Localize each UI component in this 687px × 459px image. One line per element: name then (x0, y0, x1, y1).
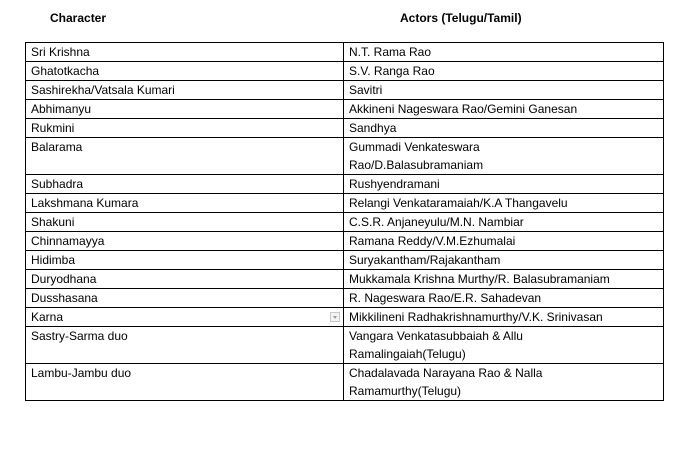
character-cell[interactable]: Lakshmana Kumara (26, 194, 344, 213)
actors-cell[interactable] (344, 327, 664, 364)
actors-cell-line-2: Ramalingaiah(Telugu) (349, 347, 466, 361)
actors-column-header: Actors (Telugu/Tamil) (400, 11, 522, 25)
actors-cell[interactable]: S.V. Ranga Rao (344, 62, 664, 81)
table-row (26, 251, 664, 270)
character-cell[interactable]: Duryodhana (26, 270, 344, 289)
character-cell[interactable]: Rukmini (26, 119, 344, 138)
character-cell-label: Karna (31, 310, 64, 324)
actors-cell[interactable]: Sandhya (344, 119, 664, 138)
table-row (26, 62, 664, 81)
table-row (26, 175, 664, 194)
table-row (26, 138, 664, 175)
table-row (26, 364, 664, 401)
table-header (0, 10, 687, 28)
actors-cell[interactable]: Savitri (344, 81, 664, 100)
character-cell[interactable]: Sri Krishna (26, 43, 344, 62)
actors-cell-line-1: Chadalavada Narayana Rao & Nalla (349, 366, 543, 380)
table-row (26, 100, 664, 119)
table-row (26, 119, 664, 138)
table-row (26, 213, 664, 232)
actors-cell[interactable]: Ramana Reddy/V.M.Ezhumalai (344, 232, 664, 251)
character-cell[interactable]: Hidimba (26, 251, 344, 270)
actors-cell[interactable]: N.T. Rama Rao (344, 43, 664, 62)
cast-table (25, 42, 664, 401)
chevron-down-icon[interactable] (330, 312, 340, 322)
character-cell[interactable]: Shakuni (26, 213, 344, 232)
actors-cell[interactable] (344, 138, 664, 175)
actors-cell[interactable]: Mukkamala Krishna Murthy/R. Balasubramaniam (344, 270, 664, 289)
actors-cell[interactable]: Relangi Venkataramaiah/K.A Thangavelu (344, 194, 664, 213)
character-cell[interactable]: Sastry-Sarma duo (26, 327, 344, 364)
actors-cell-line-1: Gummadi Venkateswara (349, 140, 480, 154)
character-cell[interactable]: Dusshasana (26, 289, 344, 308)
character-cell[interactable]: Ghatotkacha (26, 62, 344, 81)
character-cell[interactable]: Subhadra (26, 175, 344, 194)
actors-cell[interactable]: Suryakantham/Rajakantham (344, 251, 664, 270)
table-row (26, 194, 664, 213)
table-row (26, 43, 664, 62)
table-row (26, 270, 664, 289)
table-row (26, 81, 664, 100)
actors-cell-line-1: Vangara Venkatasubbaiah & Allu (349, 329, 523, 343)
actors-cell[interactable]: Mikkilineni Radhakrishnamurthy/V.K. Srinivasan (344, 308, 664, 327)
actors-cell[interactable]: Rushyendramani (344, 175, 664, 194)
actors-cell[interactable]: C.S.R. Anjaneyulu/M.N. Nambiar (344, 213, 664, 232)
character-cell[interactable]: Balarama (26, 138, 344, 175)
table-row (26, 289, 664, 308)
table-row (26, 327, 664, 364)
actors-cell[interactable]: Akkineni Nageswara Rao/Gemini Ganesan (344, 100, 664, 119)
character-cell[interactable]: Abhimanyu (26, 100, 344, 119)
actors-cell[interactable]: R. Nageswara Rao/E.R. Sahadevan (344, 289, 664, 308)
character-cell[interactable]: Chinnamayya (26, 232, 344, 251)
character-cell[interactable]: Lambu-Jambu duo (26, 364, 344, 401)
table-row (26, 308, 664, 327)
actors-cell[interactable] (344, 364, 664, 401)
table-row (26, 232, 664, 251)
character-column-header: Character (50, 11, 107, 25)
character-cell-karna[interactable] (26, 308, 344, 327)
actors-cell-line-2: Rao/D.Balasubramaniam (349, 158, 484, 172)
actors-cell-line-2: Ramamurthy(Telugu) (349, 384, 462, 398)
character-cell[interactable]: Sashirekha/Vatsala Kumari (26, 81, 344, 100)
